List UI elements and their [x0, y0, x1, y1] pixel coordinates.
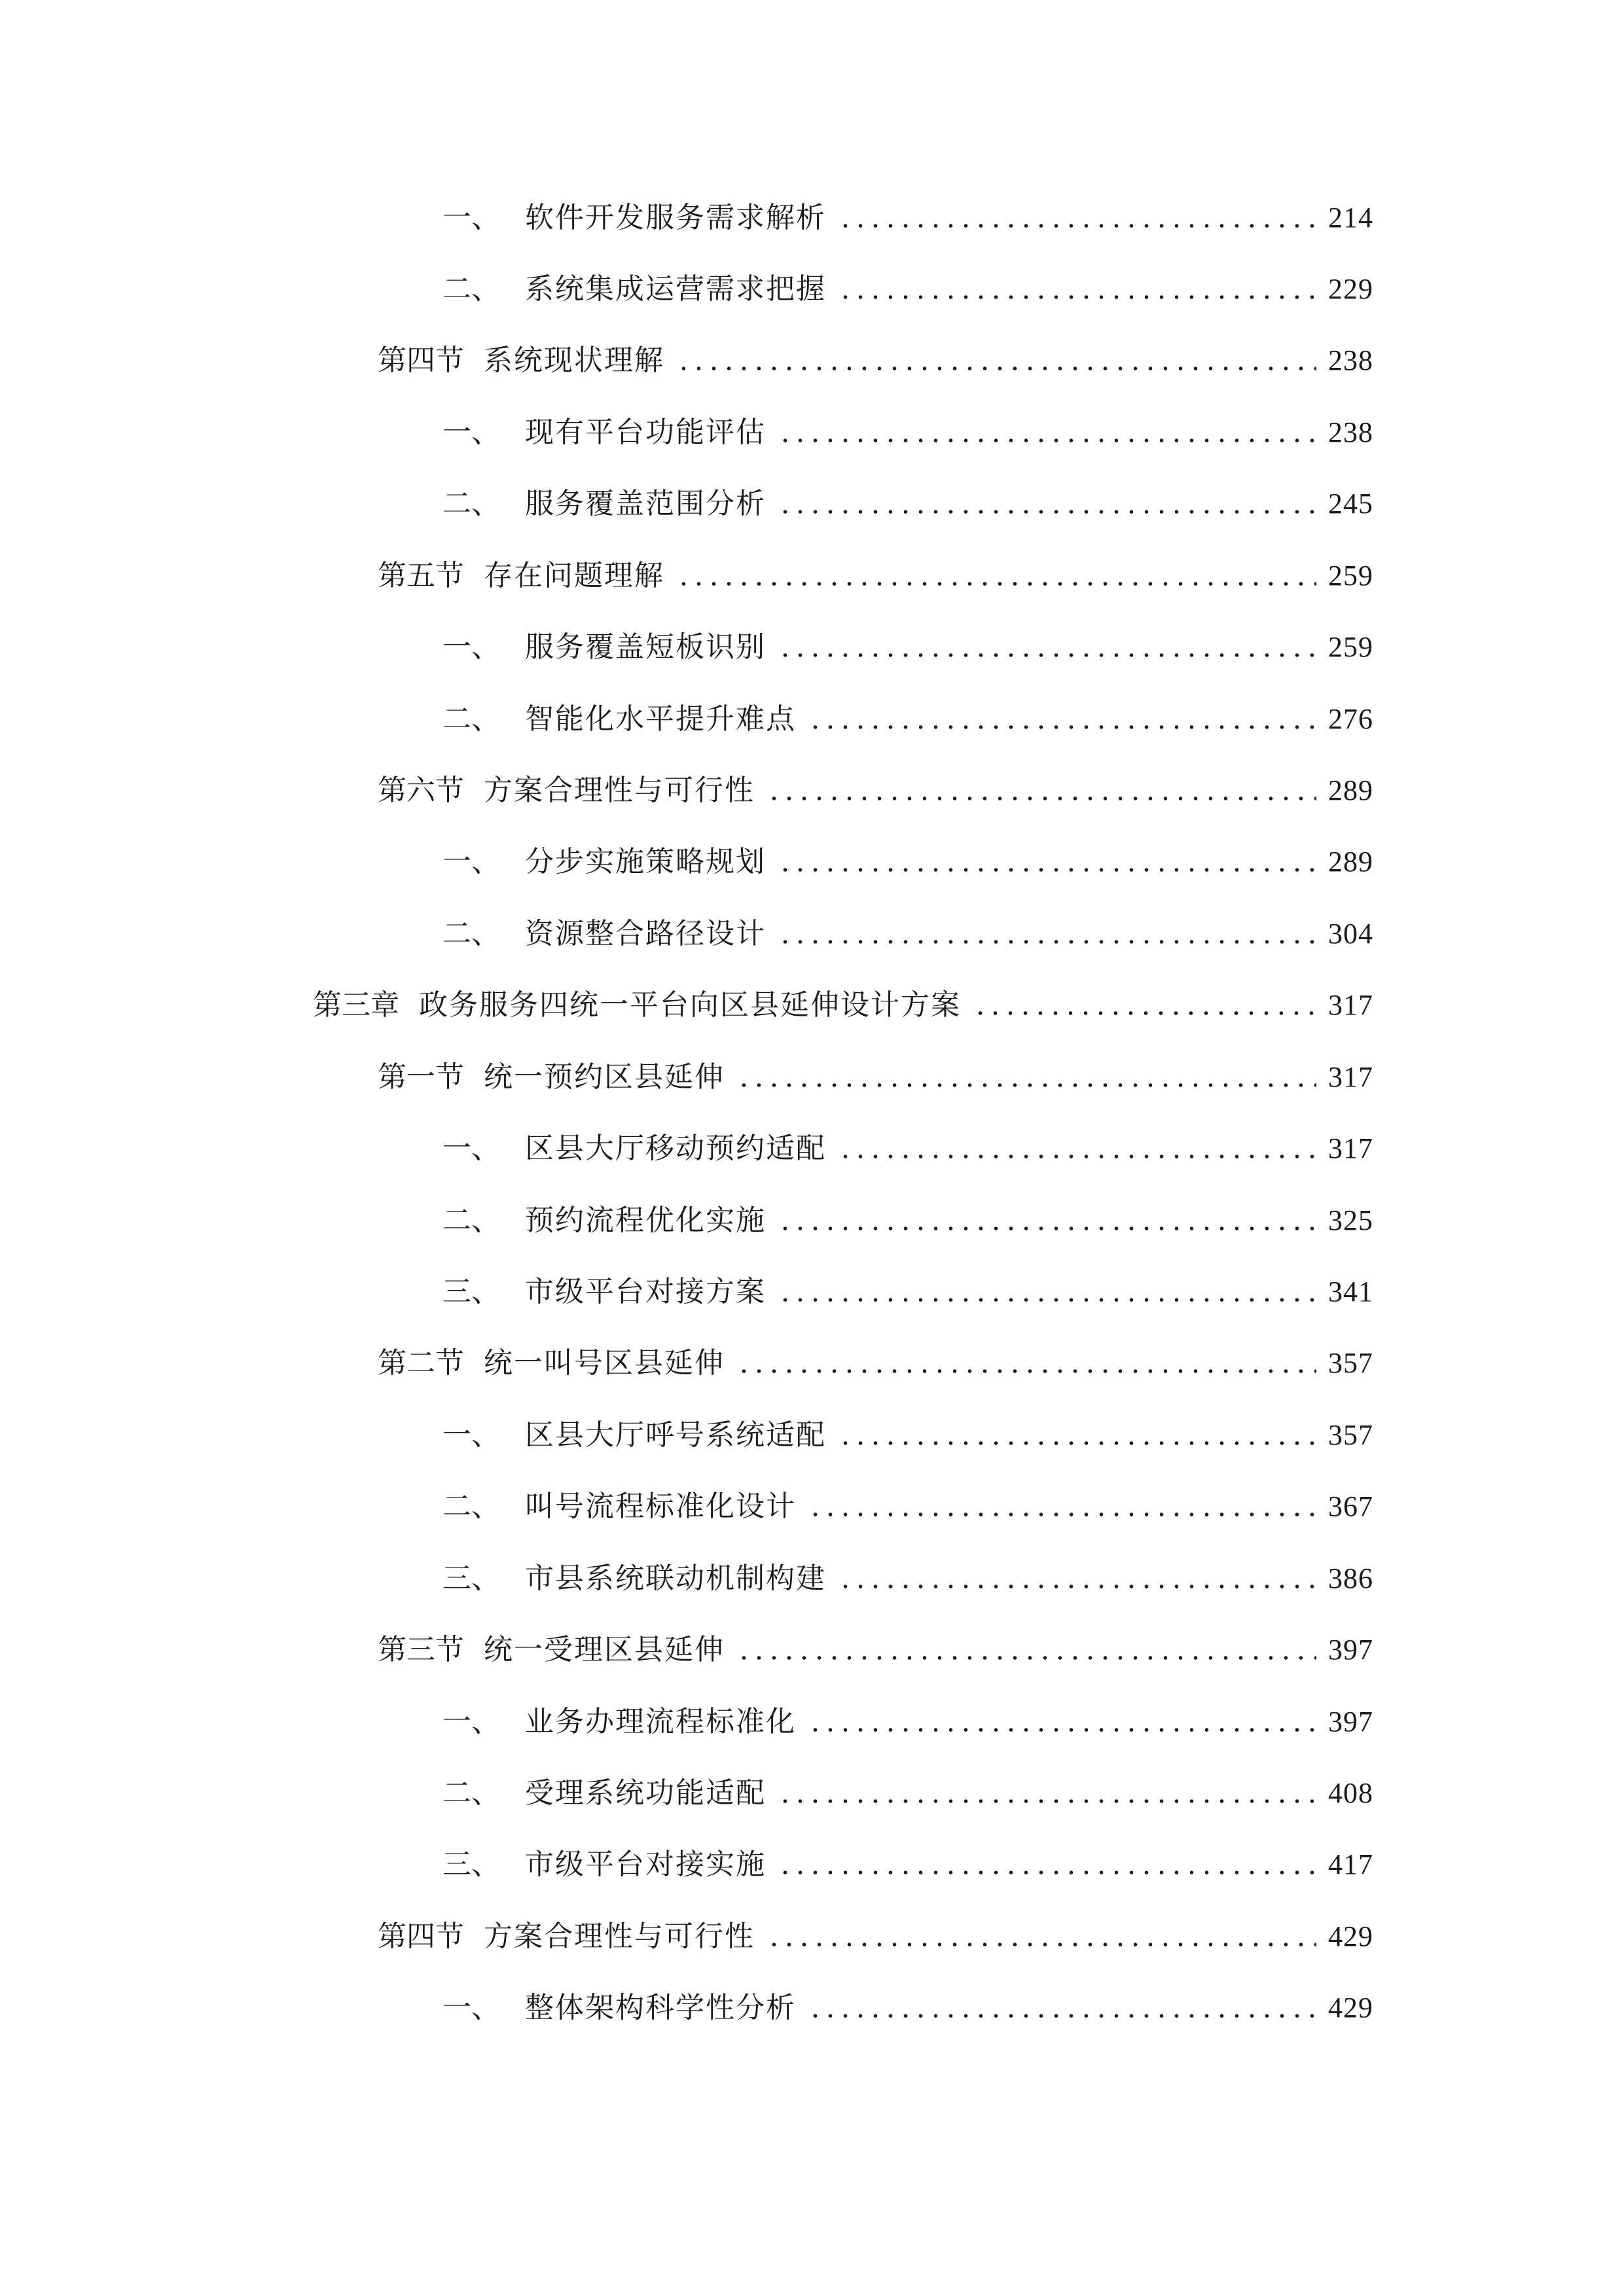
page-number: 238 [1328, 416, 1373, 448]
page-number: 357 [1328, 1347, 1373, 1379]
entry-number: 一、 [442, 1418, 500, 1452]
entry-title: 业务办理流程标准化 [525, 1705, 796, 1738]
dot-leader [778, 1227, 1316, 1230]
dot-leader [808, 725, 1316, 729]
entry-title: 存在问题理解 [484, 559, 664, 592]
page-number: 397 [1328, 1634, 1373, 1666]
dot-leader [778, 1871, 1316, 1874]
page-number: 408 [1328, 1777, 1373, 1809]
entry-title: 受理系统功能适配 [525, 1776, 766, 1810]
toc-entry[interactable] [442, 1198, 1373, 1244]
entry-title: 方案合理性与可行性 [484, 1920, 755, 1953]
dot-leader [767, 1943, 1316, 1946]
toc-entry[interactable] [442, 1484, 1373, 1530]
page-number: 341 [1328, 1276, 1373, 1308]
page-number: 214 [1328, 202, 1373, 234]
page-number: 289 [1328, 846, 1373, 878]
entry-number: 第三章 [313, 988, 399, 1022]
entry-title: 方案合理性与可行性 [484, 774, 755, 807]
entry-number: 二、 [442, 917, 500, 950]
entry-title: 系统现状理解 [484, 344, 664, 377]
entry-number: 一、 [442, 201, 500, 234]
dot-leader [838, 1441, 1316, 1445]
dot-leader [778, 653, 1316, 657]
dot-leader [808, 1728, 1316, 1732]
entry-title: 统一叫号区县延伸 [484, 1346, 725, 1380]
page-number: 289 [1328, 774, 1373, 806]
entry-number: 一、 [442, 845, 500, 878]
entry-number: 二、 [442, 272, 500, 306]
toc-entry[interactable] [442, 1699, 1373, 1745]
entry-number: 二、 [442, 702, 500, 736]
entry-title: 区县大厅移动预约适配 [525, 1132, 826, 1165]
entry-title: 分步实施策略规划 [525, 845, 766, 878]
page-number: 259 [1328, 631, 1373, 663]
dot-leader [838, 1585, 1316, 1588]
dot-leader [778, 439, 1316, 442]
toc-entry[interactable] [442, 195, 1373, 241]
entry-number: 第二节 [378, 1346, 464, 1380]
toc-entry[interactable] [442, 1412, 1373, 1458]
dot-leader [676, 367, 1316, 370]
toc-entry[interactable] [442, 624, 1373, 670]
page-number: 304 [1328, 918, 1373, 950]
dot-leader [767, 797, 1316, 800]
toc-entry[interactable] [442, 481, 1373, 527]
entry-title: 市县系统联动机制构建 [525, 1562, 826, 1595]
page-number: 357 [1328, 1419, 1373, 1451]
toc-entry[interactable] [378, 1914, 1373, 1960]
toc-entry[interactable] [378, 768, 1373, 814]
entry-number: 第三节 [378, 1633, 464, 1666]
page-number: 317 [1328, 1061, 1373, 1093]
dot-leader [808, 1513, 1316, 1516]
entry-number: 三、 [442, 1275, 500, 1308]
toc-entry[interactable] [442, 1126, 1373, 1172]
entry-number: 二、 [442, 1490, 500, 1523]
toc-entry[interactable] [378, 1054, 1373, 1100]
dot-leader [736, 1369, 1316, 1373]
page-number: 276 [1328, 703, 1373, 735]
entry-number: 一、 [442, 1705, 500, 1738]
entry-number: 三、 [442, 1848, 500, 1881]
toc-entry[interactable] [442, 1556, 1373, 1602]
page-number: 317 [1328, 989, 1373, 1021]
dot-leader [778, 940, 1316, 944]
page-number: 367 [1328, 1490, 1373, 1522]
entry-title: 现有平台功能评估 [525, 416, 766, 449]
toc-entry[interactable] [442, 911, 1373, 957]
entry-title: 预约流程优化实施 [525, 1204, 766, 1237]
dot-leader [838, 295, 1316, 299]
entry-number: 二、 [442, 487, 500, 520]
entry-title: 统一预约区县延伸 [484, 1060, 725, 1094]
page-number: 397 [1328, 1706, 1373, 1738]
entry-title: 服务覆盖范围分析 [525, 487, 766, 520]
entry-title: 软件开发服务需求解析 [525, 201, 826, 234]
dot-leader [778, 510, 1316, 514]
page-number: 259 [1328, 560, 1373, 592]
dot-leader [676, 582, 1316, 586]
entry-number: 三、 [442, 1562, 500, 1595]
page-number: 245 [1328, 488, 1373, 520]
dot-leader [778, 1799, 1316, 1803]
dot-leader [838, 1155, 1316, 1158]
entry-number: 一、 [442, 416, 500, 449]
toc-entry[interactable] [442, 266, 1373, 312]
entry-title: 智能化水平提升难点 [525, 702, 796, 736]
page-number: 429 [1328, 1920, 1373, 1952]
entry-title: 整体架构科学性分析 [525, 1991, 796, 2024]
entry-title: 市级平台对接方案 [525, 1275, 766, 1308]
entry-title: 区县大厅呼号系统适配 [525, 1418, 826, 1452]
entry-number: 一、 [442, 1132, 500, 1165]
entry-title: 叫号流程标准化设计 [525, 1490, 796, 1523]
entry-number: 第六节 [378, 774, 464, 807]
toc-entry[interactable] [442, 1842, 1373, 1888]
entry-number: 一、 [442, 630, 500, 664]
toc-entry[interactable] [442, 410, 1373, 456]
entry-number: 第五节 [378, 559, 464, 592]
dot-leader [808, 2014, 1316, 2018]
toc-entry[interactable] [442, 839, 1373, 885]
toc-entry[interactable] [442, 1985, 1373, 2031]
entry-number: 第四节 [378, 344, 464, 377]
entry-number: 二、 [442, 1204, 500, 1237]
toc-entry[interactable] [378, 1340, 1373, 1386]
entry-title: 系统集成运营需求把握 [525, 272, 826, 306]
toc-entry[interactable] [378, 338, 1373, 384]
toc-entry[interactable] [313, 982, 1373, 1028]
entry-title: 服务覆盖短板识别 [525, 630, 766, 664]
page-number: 229 [1328, 273, 1373, 305]
page-number: 386 [1328, 1562, 1373, 1594]
toc-entry[interactable] [442, 696, 1373, 742]
entry-title: 市级平台对接实施 [525, 1848, 766, 1881]
entry-number: 第四节 [378, 1920, 464, 1953]
page-number: 238 [1328, 344, 1373, 376]
dot-leader [778, 1298, 1316, 1302]
entry-number: 第一节 [378, 1060, 464, 1094]
dot-leader [736, 1083, 1316, 1087]
page-number: 417 [1328, 1848, 1373, 1880]
dot-leader [736, 1656, 1316, 1660]
toc-entry[interactable] [442, 1269, 1373, 1315]
entry-number: 二、 [442, 1776, 500, 1810]
toc-entry[interactable] [442, 1770, 1373, 1816]
page-number: 325 [1328, 1204, 1373, 1236]
toc-entry[interactable] [378, 553, 1373, 599]
toc-entry[interactable] [378, 1627, 1373, 1673]
page-number: 317 [1328, 1132, 1373, 1164]
dot-leader [778, 868, 1316, 872]
page-number: 429 [1328, 1992, 1373, 2024]
entry-title: 资源整合路径设计 [525, 917, 766, 950]
dot-leader [973, 1011, 1316, 1015]
dot-leader [838, 224, 1316, 228]
entry-number: 一、 [442, 1991, 500, 2024]
entry-title: 统一受理区县延伸 [484, 1633, 725, 1666]
entry-title: 政务服务四统一平台向区县延伸设计方案 [419, 988, 961, 1022]
